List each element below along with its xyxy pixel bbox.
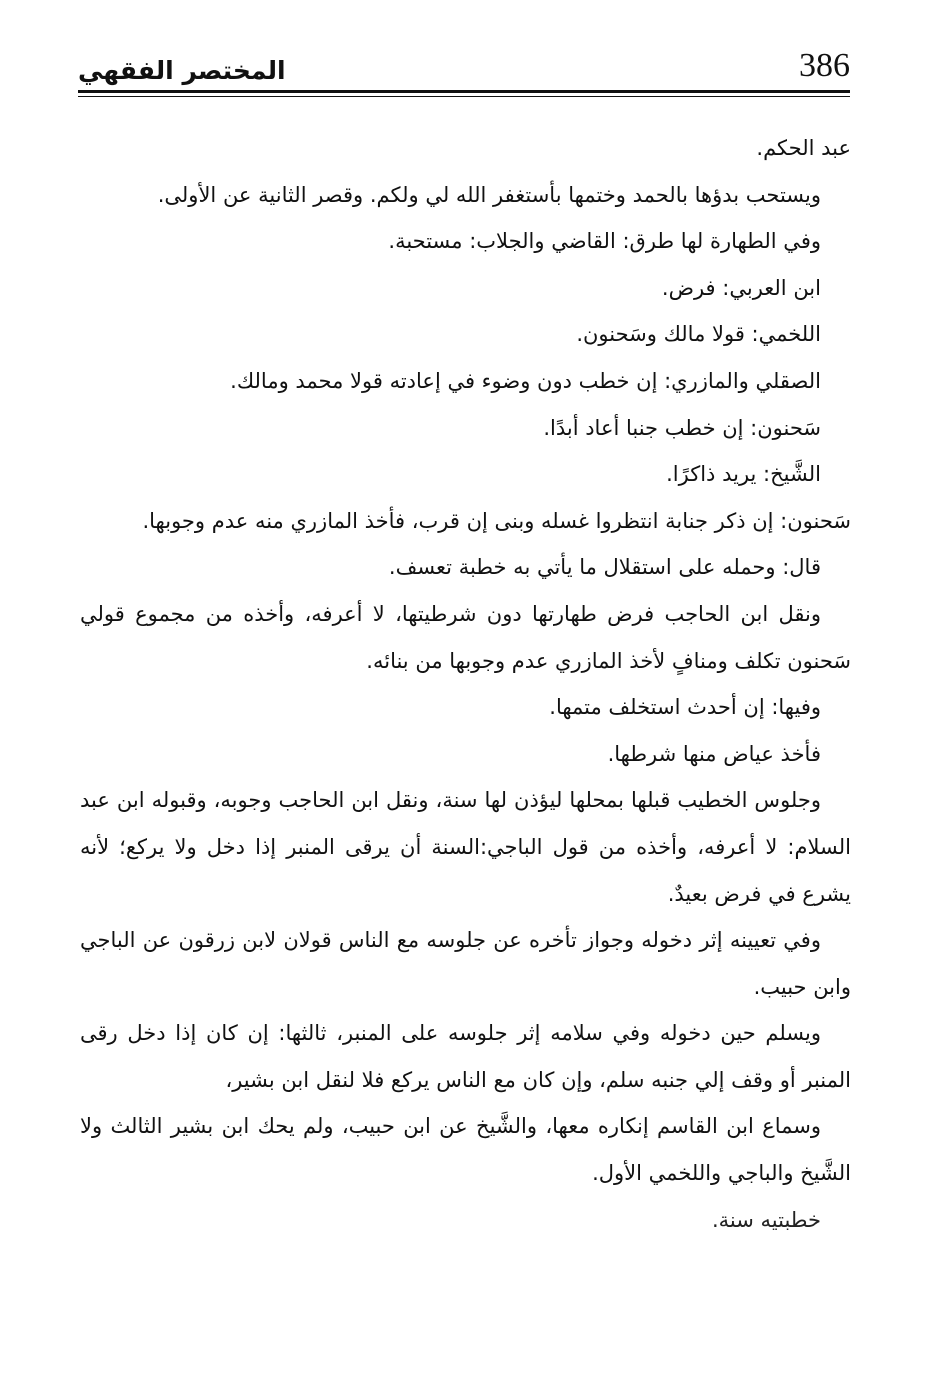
body-text xyxy=(80,125,851,1243)
header-rule-thin xyxy=(78,96,850,97)
paragraph: وفي الطهارة لها طرق: القاضي والجلاب: مستحبة. xyxy=(388,229,821,254)
paragraph: وسماع ابن القاسم إنكاره معها، والشَّيخ عن ابن حبيب، ولم يحك ابن بشير الثالث ولا الشَّيخ والباجي واللخمي الأول. xyxy=(80,1114,851,1186)
paragraph: ويستحب بدؤها بالحمد وختمها بأستغفر الله لي ولكم. وقصر الثانية عن الأولى. xyxy=(157,182,821,207)
page-number: 386 xyxy=(799,47,850,84)
running-title: المختصر الفقهي xyxy=(78,56,286,85)
paragraph: خطبتيه سنة. xyxy=(711,1207,821,1232)
paragraph: عبد الحكم. xyxy=(756,136,851,160)
paragraph: ونقل ابن الحاجب فرض طهارتها دون شرطيتها، لا أعرفه، وأخذه من مجموع قولي سَحنون تكلف ومنافٍ لأخذ المازري عدم وجوبها من بنائه. xyxy=(80,601,851,673)
paragraph: الصقلي والمازري: إن خطب دون وضوء في إعادته قولا محمد ومالك. xyxy=(230,368,821,393)
paragraph: وفيها: إن أحدث استخلف متمها. xyxy=(549,695,821,720)
paragraph: ويسلم حين دخوله وفي سلامه إثر جلوسه على المنبر، ثالثها: إن كان إذا دخل رقى المنبر أو وقف إلي جنبه سلم، وإن كان مع الناس يركع فلا لنقل ابن بشير، xyxy=(80,1021,851,1092)
paragraph: قال: وحمله على استقلال ما يأتي به خطبة تعسف. xyxy=(388,555,821,580)
paragraph: فأخذ عياض منها شرطها. xyxy=(607,741,821,766)
header-rule-thick xyxy=(78,90,850,93)
paragraph: وجلوس الخطيب قبلها بمحلها ليؤذن لها سنة، ونقل ابن الحاجب وجوبه، وقبوله ابن عبد السلام: لا أعرفه، وأخذه من قول الباجي:السنة أن يرقى المنبر إذا دخل ولا يركع؛ لأنه يشرع في فرض بعيدٌ. xyxy=(80,788,851,906)
paragraph: وفي تعيينه إثر دخوله وجواز تأخره عن جلوسه مع الناس قولان لابن زرقون عن الباجي وابن حبيب. xyxy=(80,928,851,999)
paragraph: سَحنون: إن ذكر جنابة انتظروا غسله وبنى إن قرب، فأخذ المازري منه عدم وجوبها. xyxy=(142,508,851,533)
paragraph: اللخمي: قولا مالك وسَحنون. xyxy=(576,322,821,347)
paragraph: ابن العربي: فرض. xyxy=(661,275,821,300)
paragraph: سَحنون: إن خطب جنبا أعاد أبدًا. xyxy=(543,415,821,440)
paragraph: الشَّيخ: يريد ذاكرًا. xyxy=(666,462,821,487)
